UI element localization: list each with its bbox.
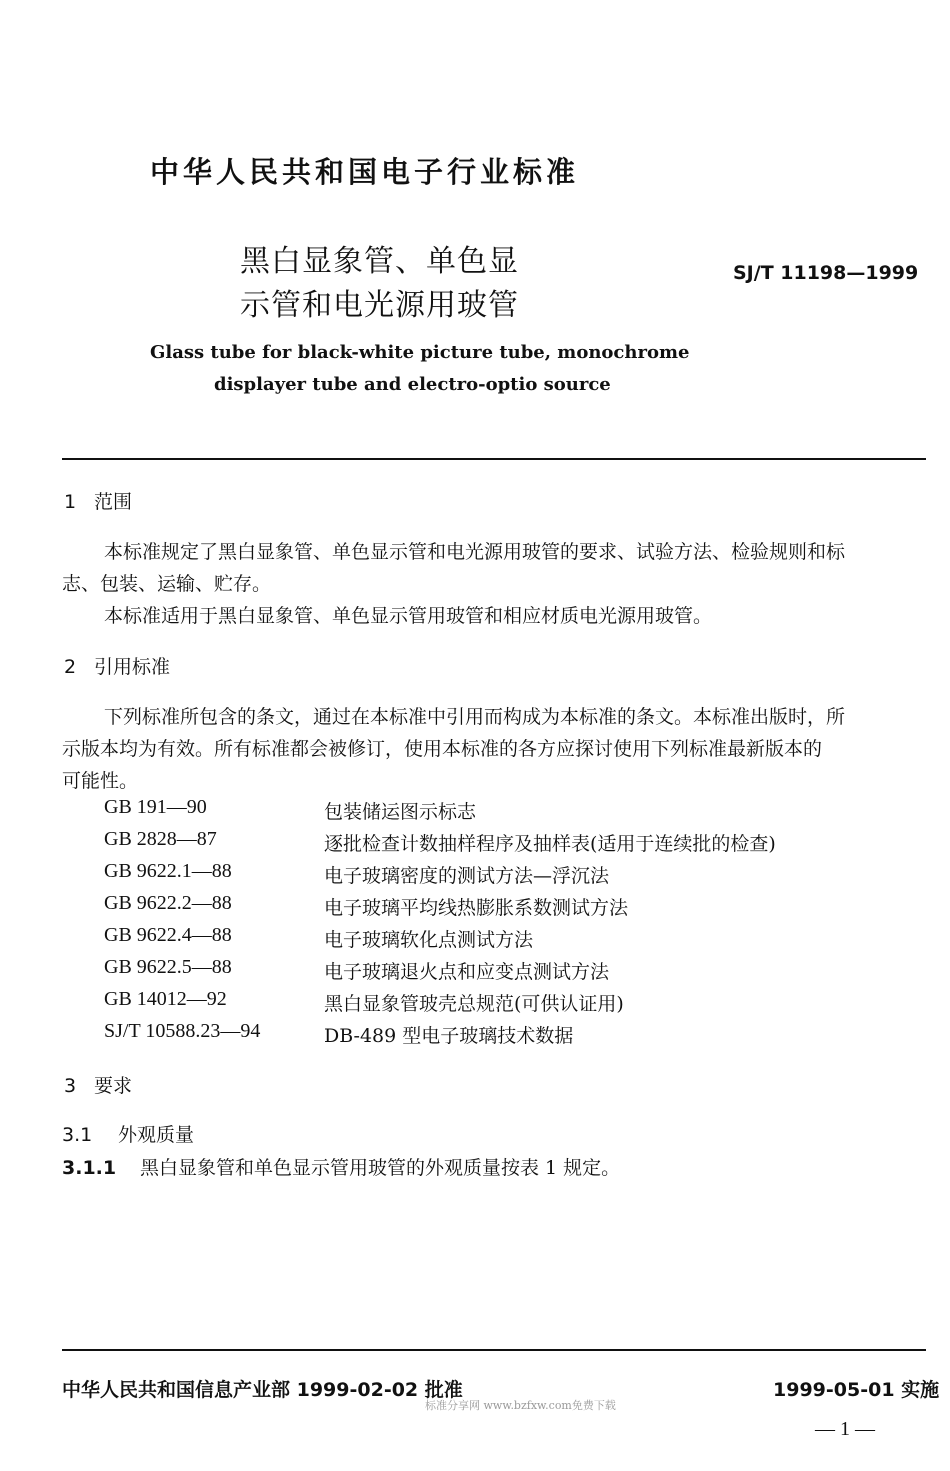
- reference-title: 逐批检查计数抽样程序及抽样表(适用于连续批的检查): [324, 833, 776, 855]
- approval-text: 中华人民共和国信息产业部 1999-02-02 批准: [62, 1379, 463, 1401]
- implementation-date: 1999-05-01 实施: [773, 1379, 940, 1401]
- reference-code: GB 14012—92: [104, 988, 227, 1010]
- reference-title: 电子玻璃密度的测试方法—浮沉法: [324, 865, 610, 887]
- reference-title: 电子玻璃平均线热膨胀系数测试方法: [324, 897, 629, 919]
- reference-title: 黑白显象管玻壳总规范(可供认证用): [324, 993, 624, 1015]
- section-1-para1-line2: 志、包装、运输、贮存。: [62, 573, 272, 595]
- reference-title: DB-489 型电子玻璃技术数据: [324, 1025, 574, 1047]
- subsection-number: 3.1: [62, 1124, 93, 1146]
- standard-header: 中华人民共和国电子行业标准: [150, 155, 580, 189]
- section-number: 3: [64, 1075, 77, 1097]
- subsection-3-1-heading: [62, 1120, 194, 1147]
- subsection-number: 3.1.1: [62, 1157, 117, 1179]
- section-1-heading: [64, 487, 132, 514]
- subsection-title: 外观质量: [118, 1124, 195, 1146]
- subsection-text: 黑白显象管和单色显示管用玻管的外观质量按表 1 规定。: [140, 1157, 621, 1179]
- subsection-3-1-1: [62, 1153, 620, 1180]
- reference-code: GB 191—90: [104, 796, 207, 818]
- top-rule: [62, 458, 926, 460]
- reference-title: 电子玻璃退火点和应变点测试方法: [324, 961, 610, 983]
- bottom-rule: [62, 1349, 926, 1351]
- section-2-para-line2: 示版本均为有效。所有标准都会被修订，使用本标准的各方应探讨使用下列标准最新版本的: [62, 738, 823, 760]
- title-zh-line1: 黑白显象管、单色显: [240, 244, 519, 279]
- section-number: 2: [64, 656, 77, 678]
- section-title: 范围: [94, 491, 133, 513]
- standard-code: SJ/T 11198—1999: [733, 262, 919, 284]
- section-number: 1: [64, 491, 77, 513]
- section-2-heading: [64, 652, 170, 679]
- title-en-line2: displayer tube and electro-optio source: [214, 374, 611, 395]
- reference-code: GB 9622.5—88: [104, 956, 232, 978]
- section-1-para2: 本标准适用于黑白显象管、单色显示管用玻管和相应材质电光源用玻管。: [104, 605, 713, 627]
- reference-code: GB 9622.1—88: [104, 860, 232, 882]
- reference-code: GB 9622.2—88: [104, 892, 232, 914]
- title-en-line1: Glass tube for black-white picture tube, monochrome: [150, 342, 690, 363]
- watermark: 标准分享网 www.bzfxw.com免费下载: [425, 1399, 616, 1412]
- section-2-para-line3: 可能性。: [62, 770, 139, 792]
- reference-title: 包装储运图示标志: [324, 801, 477, 823]
- section-2-para-line1: 下列标准所包含的条文，通过在本标准中引用而构成为本标准的条文。本标准出版时，所: [104, 706, 846, 728]
- reference-code: GB 2828—87: [104, 828, 217, 850]
- section-title: 引用标准: [94, 656, 171, 678]
- reference-code: SJ/T 10588.23—94: [104, 1020, 261, 1042]
- reference-code: GB 9622.4—88: [104, 924, 232, 946]
- title-zh-line2: 示管和电光源用玻管: [240, 288, 519, 323]
- reference-title: 电子玻璃软化点测试方法: [324, 929, 534, 951]
- section-3-heading: [64, 1071, 132, 1098]
- section-title: 要求: [94, 1075, 133, 1097]
- section-1-para1-line1: 本标准规定了黑白显象管、单色显示管和电光源用玻管的要求、试验方法、检验规则和标: [104, 541, 846, 563]
- page-number: — 1 —: [815, 1418, 875, 1440]
